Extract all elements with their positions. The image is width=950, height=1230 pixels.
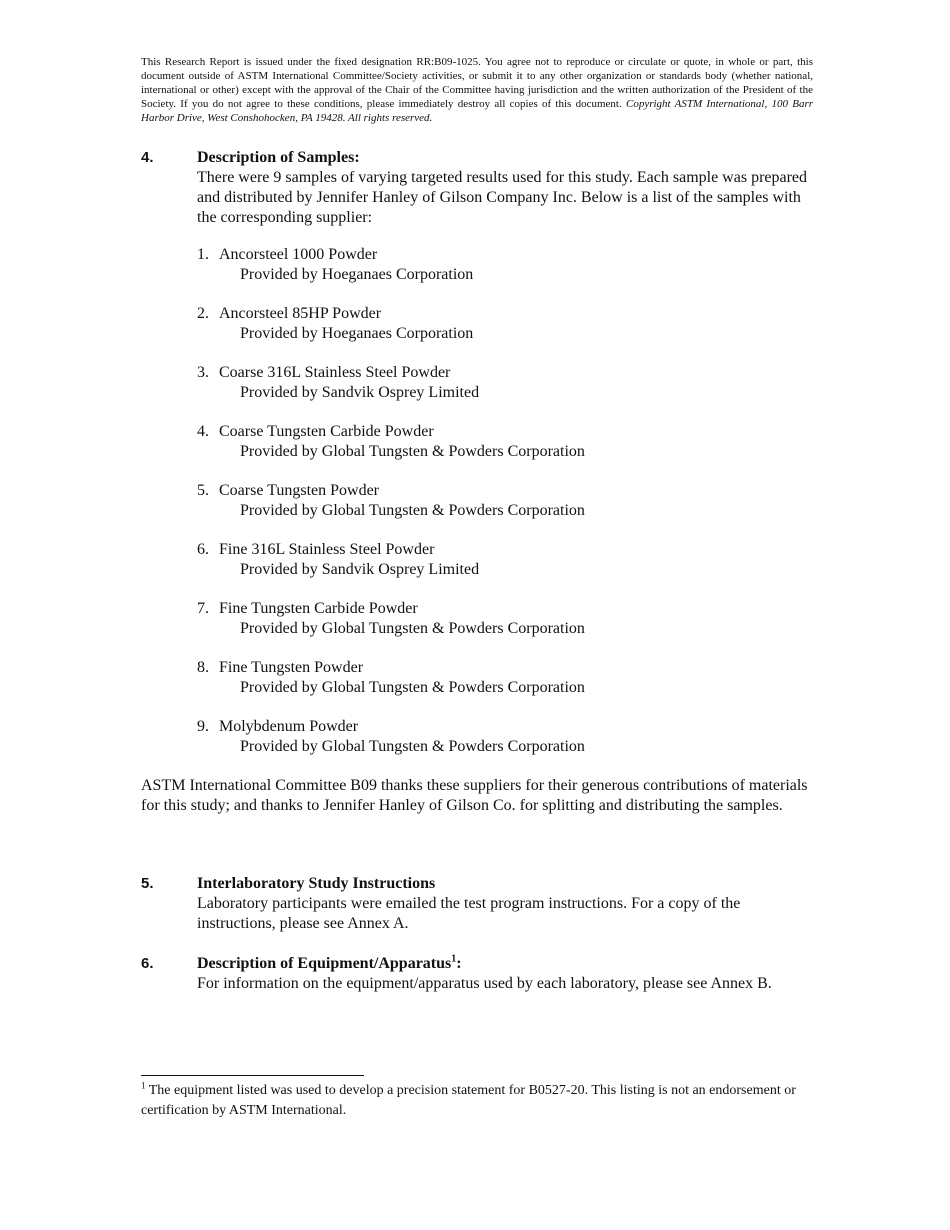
sample-provider: Provided by Global Tungsten & Powders Corporation — [240, 502, 585, 519]
list-item-number: 5. — [197, 482, 209, 499]
sample-provider: Provided by Sandvik Osprey Limited — [240, 384, 480, 401]
list-item-number: 6. — [197, 541, 209, 558]
footnote-ref: 1 — [451, 953, 457, 965]
list-item — [197, 363, 817, 403]
list-item — [197, 422, 817, 462]
footnote-text: The equipment listed was used to develop a precision statement for B0527-20. This listing is not an endorsement or certification by ASTM International. — [141, 1083, 796, 1118]
section-4 — [197, 148, 817, 228]
notice-text: This Research Report is issued under the fixed designation RR:B09-1025. You agree not to reproduce or circulate or quote, in whole or part, this document outside of ASTM International Committee/Society activities, or submit it to any other organization or standards body (whether national, international or other) except with the approval of the Chair of the Committee having jurisdiction and the written authorization of the President of the Society. If you do not agree to these conditions, please immediately destroy all copies of this document. — [141, 56, 813, 110]
section-6-title-text: Description of Equipment/Apparatus — [197, 955, 452, 972]
list-item — [197, 717, 817, 757]
section-4-number: 4. — [141, 149, 154, 166]
sample-provider: Provided by Hoeganaes Corporation — [240, 325, 474, 342]
sample-provider: Provided by Global Tungsten & Powders Corporation — [240, 679, 585, 696]
section-4-body: There were 9 samples of varying targeted results used for this study. Each sample was prepared and distributed by Jennifer Hanley of Gilson Company Inc. Below is a list of the samples with the corresponding supplier: — [197, 169, 808, 226]
acknowledgement-paragraph: ASTM International Committee B09 thanks these suppliers for their generous contributions of materials for this study; and thanks to Jennifer Hanley of Gilson Co. for splitting and distributing the samples. — [141, 777, 808, 814]
sample-provider: Provided by Hoeganaes Corporation — [240, 266, 474, 283]
section-6-title — [197, 954, 817, 974]
sample-name: Molybdenum Powder — [219, 718, 359, 735]
section-5-body: Laboratory participants were emailed the test program instructions. For a copy of the instructions, please see Annex A. — [197, 895, 741, 932]
copyright-line: Copyright ASTM International, 100 Barr Harbor Drive, West Conshohocken, PA 19428. All rights reserved. — [141, 98, 814, 124]
sample-list — [197, 245, 817, 776]
section-5-title: Interlaboratory Study Instructions — [197, 875, 436, 892]
sample-provider: Provided by Sandvik Osprey Limited — [240, 561, 480, 578]
section-6-number: 6. — [141, 955, 154, 972]
list-item — [197, 540, 817, 580]
sample-name: Ancorsteel 85HP Powder — [219, 305, 382, 322]
list-item-number: 3. — [197, 364, 209, 381]
list-item-number: 7. — [197, 600, 209, 617]
footnote-divider — [141, 1075, 364, 1076]
section-4-title: Description of Samples: — [197, 149, 360, 166]
list-item-number: 1. — [197, 246, 209, 263]
sample-name: Ancorsteel 1000 Powder — [219, 246, 378, 263]
sample-provider: Provided by Global Tungsten & Powders Corporation — [240, 443, 585, 460]
list-item — [197, 658, 817, 698]
list-item — [197, 481, 817, 521]
list-item — [197, 304, 817, 344]
sample-name: Fine 316L Stainless Steel Powder — [219, 541, 435, 558]
section-6-title-colon: : — [456, 955, 462, 972]
list-item-number: 8. — [197, 659, 209, 676]
list-item-number: 9. — [197, 718, 209, 735]
list-item-number: 4. — [197, 423, 209, 440]
list-item-number: 2. — [197, 305, 209, 322]
footnote-marker: 1 — [141, 1080, 146, 1091]
sample-name: Fine Tungsten Powder — [219, 659, 364, 676]
section-6-body: For information on the equipment/apparatus used by each laboratory, please see Annex B. — [197, 975, 772, 992]
list-item — [197, 245, 817, 285]
footnote — [141, 1081, 821, 1121]
section-5-number: 5. — [141, 875, 154, 892]
sample-provider: Provided by Global Tungsten & Powders Corporation — [240, 738, 585, 755]
sample-provider: Provided by Global Tungsten & Powders Corporation — [240, 620, 585, 637]
sample-name: Coarse Tungsten Powder — [219, 482, 380, 499]
sample-name: Fine Tungsten Carbide Powder — [219, 600, 418, 617]
section-5 — [197, 874, 817, 934]
list-item — [197, 599, 817, 639]
sample-name: Coarse 316L Stainless Steel Powder — [219, 364, 451, 381]
copyright-notice — [141, 55, 813, 125]
section-6 — [197, 954, 817, 994]
sample-name: Coarse Tungsten Carbide Powder — [219, 423, 434, 440]
